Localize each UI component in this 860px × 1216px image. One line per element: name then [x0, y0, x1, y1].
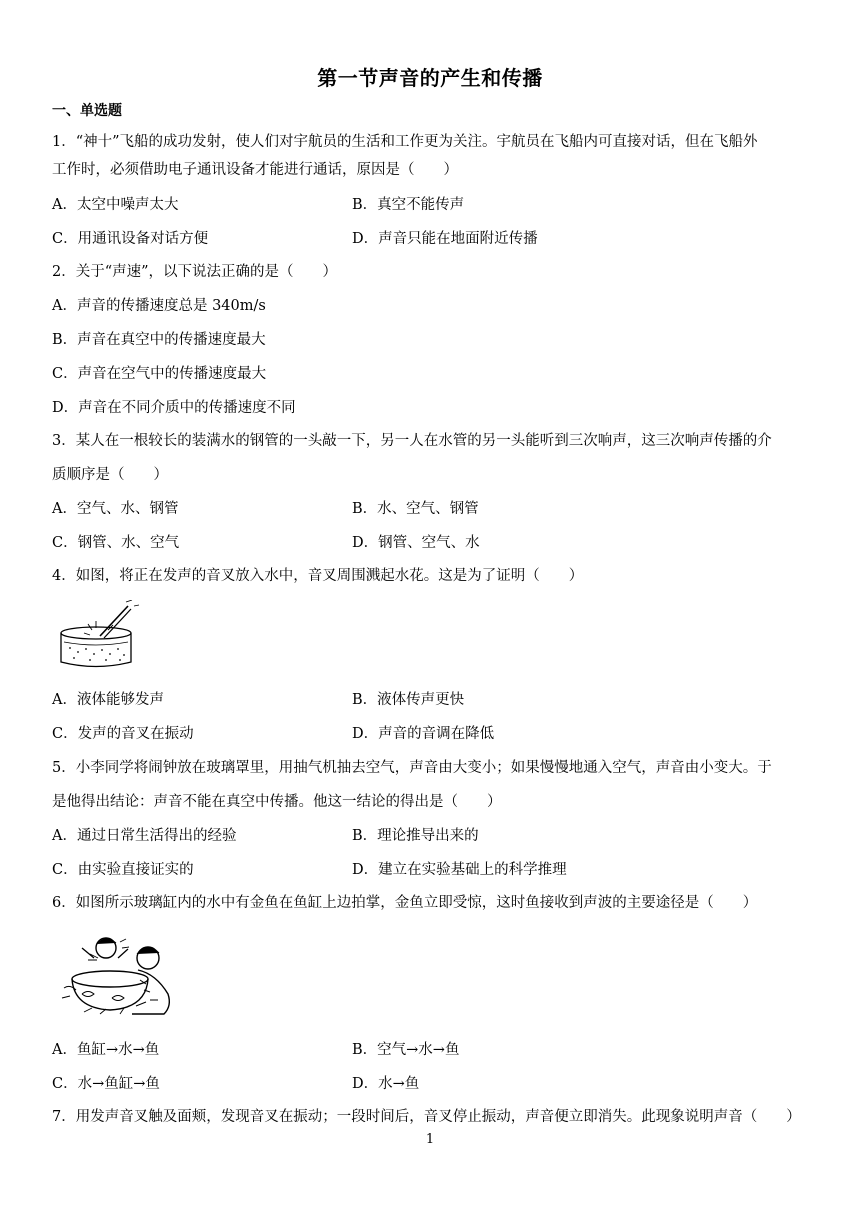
- tuning-fork-in-water-figure: [56, 600, 140, 672]
- question-3-option-b: B．水、空气、钢管: [352, 501, 479, 517]
- question-5-line-2: 是他得出结论：声音不能在真空中传播。他这一结论的得出是（ ）: [52, 794, 502, 810]
- question-6-option-d: D．水→鱼: [352, 1076, 420, 1092]
- question-3-option-a: A．空气、水、钢管: [52, 501, 179, 517]
- question-4-line-1: 4．如图，将正在发声的音叉放入水中，音叉周围溅起水花。这是为了证明（ ）: [52, 568, 584, 584]
- question-4-option-d: D．声音的音调在降低: [352, 726, 495, 742]
- question-1-option-d: D．声音只能在地面附近传播: [352, 231, 538, 247]
- question-5-option-a: A．通过日常生活得出的经验: [52, 828, 237, 844]
- question-3-option-c: C．钢管、水、空气: [52, 535, 180, 551]
- question-7-line-1: 7．用发声音叉触及面颊，发现音叉在振动；一段时间后，音叉停止振动，声音便立即消失。此现象说明声音（ ）: [52, 1109, 801, 1125]
- question-2-option-c: C．声音在空气中的传播速度最大: [52, 366, 267, 382]
- page-title: 第一节声音的产生和传播: [317, 66, 543, 90]
- question-2-option-b: B．声音在真空中的传播速度最大: [52, 332, 266, 348]
- question-6-option-b: B．空气→水→鱼: [352, 1042, 460, 1058]
- question-5-option-d: D．建立在实验基础上的科学推理: [352, 862, 567, 878]
- question-5-option-c: C．由实验直接证实的: [52, 862, 194, 878]
- question-6-line-1: 6．如图所示玻璃缸内的水中有金鱼在鱼缸上边拍掌，金鱼立即受惊，这时鱼接收到声波的主要途径是（ ）: [52, 895, 758, 911]
- question-1-line-1: 1．“神十”飞船的成功发射，使人们对宇航员的生活和工作更为关注。宇航员在飞船内可直接对话，但在飞船外: [52, 134, 758, 150]
- question-6-option-a: A．鱼缸→水→鱼: [52, 1042, 160, 1058]
- question-1-option-b: B．真空不能传声: [352, 197, 465, 213]
- question-3-line-1: 3．某人在一根较长的装满水的钢管的一头敲一下，另一人在水管的另一头能听到三次响声，这三次响声传播的介: [52, 433, 772, 449]
- question-4-option-a: A．液体能够发声: [52, 692, 164, 708]
- question-1-option-c: C．用通讯设备对话方便: [52, 231, 209, 247]
- question-2-option-a: A．声音的传播速度总是 340m/s: [52, 298, 266, 314]
- fish-tank-clapping-figure: [60, 934, 178, 1018]
- question-3-option-d: D．钢管、空气、水: [352, 535, 480, 551]
- question-5-line-1: 5．小李同学将闹钟放在玻璃罩里，用抽气机抽去空气，声音由大变小；如果慢慢地通入空气，声音由小变大。于: [52, 760, 772, 776]
- question-4-option-b: B．液体传声更快: [352, 692, 465, 708]
- question-1-option-a: A．太空中噪声太大: [52, 197, 179, 213]
- question-5-option-b: B．理论推导出来的: [352, 828, 479, 844]
- question-6-option-c: C．水→鱼缸→鱼: [52, 1076, 160, 1092]
- question-3-line-2: 质顺序是（ ）: [52, 467, 168, 483]
- question-2-line-1: 2．关于“声速”，以下说法正确的是（ ）: [52, 264, 338, 280]
- question-4-option-c: C．发声的音叉在振动: [52, 726, 194, 742]
- page-number: 1: [425, 1132, 435, 1147]
- section-heading: 一、单选题: [52, 103, 122, 119]
- question-2-option-d: D．声音在不同介质中的传播速度不同: [52, 400, 296, 416]
- question-1-line-2: 工作时，必须借助电子通讯设备才能进行通话，原因是（ ）: [52, 162, 458, 178]
